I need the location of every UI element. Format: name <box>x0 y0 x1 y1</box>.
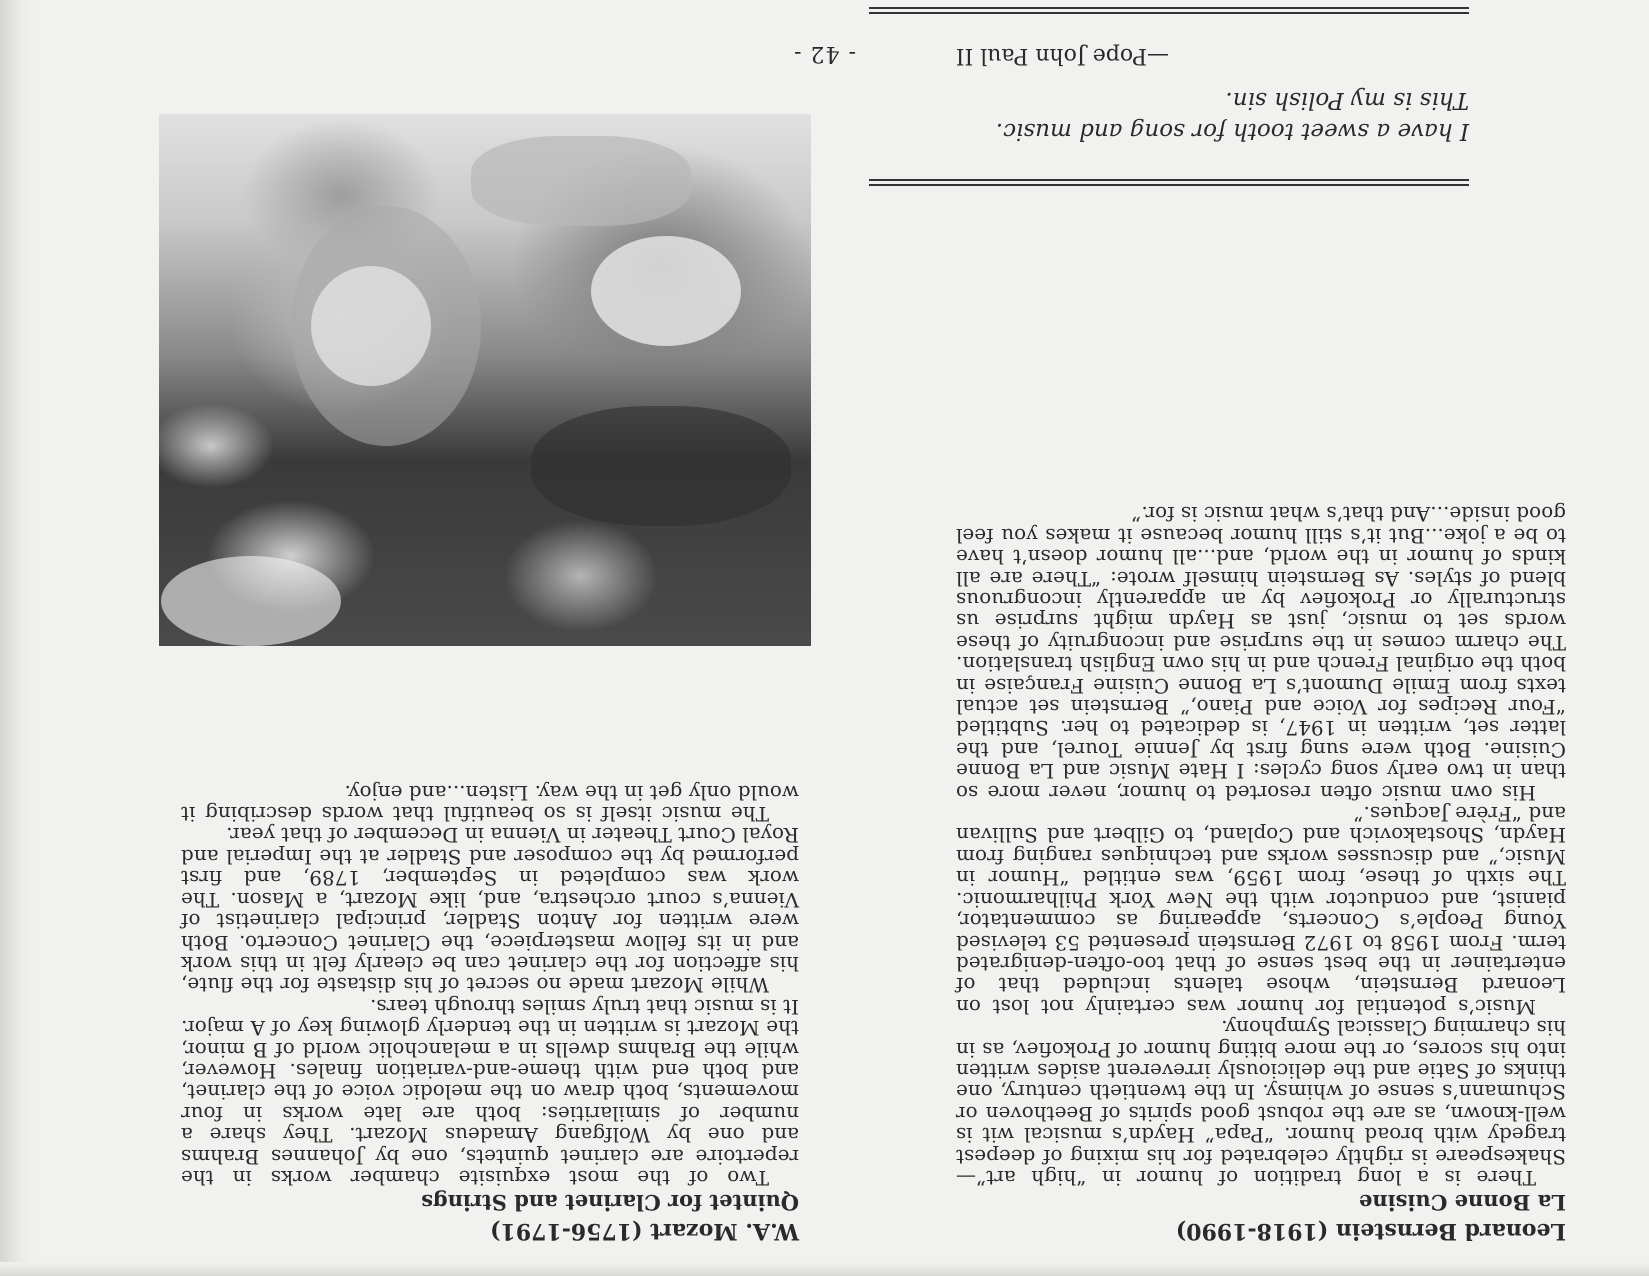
photo-region <box>161 556 341 646</box>
bernstein-paragraph-3: His own music often resorted to humor, never more so than in two early song cycles: I Hate Music and La Bonne Cuisine. Both were sung first by Jennie Tourel, and the latter set, written in 1947, is dedicated to her. Subtitled “Four Recipes for Voice and Piano,” Bernstein set actual texts from Emile Dumont’s La Bonne Cuisine Française in both the original French and in his own English translation. The charm comes in the surprise and incongruity of these words set to music, just as Haydn might surprise us structurally or Prokofiev by an apparently incongruous blend of styles. As Bernstein himself wrote: “There are all kinds of humor in the world, and...all humor doesn’t have to be a joke...But it’s still humor because it makes you feel good inside...And that’s what music is for.” <box>956 502 1566 805</box>
mozart-paragraph-1: Two of the most exquisite chamber works in the repertoire are clarinet quintets, one by Johannes Brahms and one by Wolfgang Amadeus Mozart. They share a number of similarities: both are late works in four movements, both draw on the melodic voice of the clarinet, and both end with theme-and-variation finales. However, while the Brahms dwells in a melancholic world of B minor, the Mozart is written in the tenderly glowing key of A major. It is music that truly smiles through tears. <box>181 994 799 1190</box>
quote-line: I have a sweet tooth for song and music. <box>995 118 1469 144</box>
page-edge-shadow <box>0 1262 1649 1276</box>
photo-region <box>311 266 431 386</box>
mozart-paragraph-3: The music itself is so beautiful that words describing it would only get in the way. Listen...and enjoy. <box>181 780 799 827</box>
photo-region <box>471 136 691 226</box>
quote-attribution: —Pope John Paul II <box>955 43 1169 68</box>
mozart-paragraph-2: While Mozart made no secret of his distaste for the flute, his affection for the clarinet can be clearly felt in this work and in its fellow masterpiece, the Clarinet Concerto. Both were written for Anton Stadler, principal clarinetist of Vienna’s court orchestra, and, like Mozart, a Mason. The work was completed in September, 1789, and first performed by the composer and Stadler at the Imperial and Royal Court Theater in Vienna in December of that year. <box>181 823 799 998</box>
quote-line: This is my Polish sin. <box>1225 87 1469 113</box>
divider-rule <box>869 12 1469 14</box>
mozart-subheading: Quintet for Clarinet and Strings <box>421 1190 799 1215</box>
bernstein-paragraph-2: Music’s potential for humor was certainly not lost on Leonard Bernstein, whose talents included that of entertainer in the best sense of that too-often-denigrated term. From 1958 to 1972 Bernstein presented 53 televised Young People’s Concerts, appearing as commentator, pianist, and conductor with the New York Philharmonic. The sixth of these, from 1959, was entitled “Humor in Music,” and discusses works and techniques ranging from Haydn, Shostakovich and Copland, to Gilbert and Sullivan and “Frère Jacques.” <box>956 802 1566 1019</box>
divider-rule <box>869 179 1469 181</box>
mozart-article <box>181 781 799 1246</box>
bernstein-subheading: La Bonne Cuisine <box>1358 1190 1566 1215</box>
bernstein-article <box>956 503 1566 1246</box>
page-number: - 42 - <box>793 41 856 66</box>
photo-region <box>531 406 791 526</box>
divider-rule <box>869 7 1469 9</box>
photograph <box>159 114 811 646</box>
binding-shadow <box>0 0 36 1276</box>
mozart-heading: W.A. Mozart (1756-1791) <box>490 1218 799 1244</box>
quote-text <box>869 84 1469 146</box>
photo-region <box>591 236 741 346</box>
bernstein-paragraph-1: There is a long tradition of humor in “high art”—Shakespeare is rightly celebrated for his mixing of deepest tragedy with broad humor. “Papa” Haydn’s musical wit is well-known, as are the robust good spirits of Beethoven or Schumann’s sense of whimsy. In the twentieth century, one thinks of Satie and the deliciously irreverent asides written into his scores, or the more biting humor of Prokofiev, as in his charming Classical Symphony. <box>956 1016 1566 1190</box>
divider-rule <box>869 184 1469 186</box>
bernstein-heading: Leonard Bernstein (1918-1990) <box>1175 1218 1566 1244</box>
